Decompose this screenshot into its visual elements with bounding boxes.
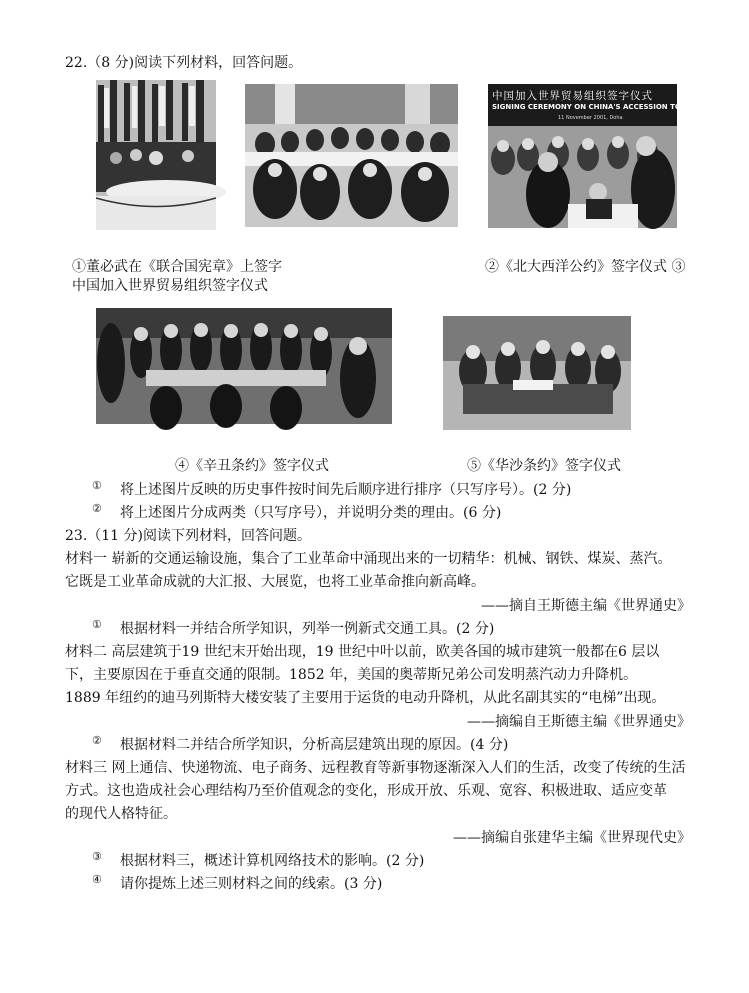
wto-banner-date: 11 November 2001, Doha: [558, 115, 623, 121]
photo-warsaw-pact-signing: [443, 316, 631, 430]
wto-banner-english: SIGNING CEREMONY ON CHINA'S ACCESSION TO THE WT: [492, 103, 714, 111]
material3-line3: 的现代人格特征。: [65, 806, 177, 822]
photo-china-wto-signing: [488, 84, 714, 228]
q23-sub4-number: ④: [92, 873, 102, 886]
photo-un-charter-signing: [96, 80, 216, 230]
q23-sub1-text: 根据材料一并结合所学知识，列举一例新式交通工具。(2 分): [120, 621, 495, 637]
material2-line3: 1889 年纽约的迪马列斯特大楼安装了主要用于运货的电动升降机，从此名副其实的“电梯”出现。: [65, 690, 666, 706]
caption-photo4: ④《辛丑条约》签字仪式: [175, 458, 329, 474]
material2-line2: 下，主要原因在于垂直交通的限制。1852 年，美国的奥蒂斯兄弟公司发明蒸汽动力升降机。: [65, 667, 638, 683]
q22-sub1-text: 将上述图片反映的历史事件按时间先后顺序进行排序（只写序号）。(2 分): [120, 482, 572, 498]
material3-line1: 材料三 网上通信、快递物流、电子商务、远程教育等新事物逐渐深入人们的生活，改变了传统的生活: [65, 760, 686, 776]
wto-banner-chinese: 中国加入世界贸易组织签字仪式: [492, 90, 653, 102]
q22-sub2-number: ②: [92, 502, 102, 515]
material3-source: ——摘编自张建华主编《世界现代史》: [453, 830, 691, 846]
q23-sub3-text: 根据材料三，概述计算机网络技术的影响。(2 分): [120, 853, 425, 869]
material1-line2: 它既是工业革命成就的大汇报、大展览，也将工业革命推向新高峰。: [65, 574, 485, 590]
q22-heading: 22.（8 分)阅读下列材料，回答问题。: [65, 55, 303, 71]
material1-line1: 材料一 崭新的交通运输设施，集合了工业革命中涌现出来的一切精华：机械、钢铁、煤炭、蒸汽。: [65, 551, 672, 567]
material2-line1: 材料二 高层建筑于19 世纪末开始出现，19 世纪中叶以前，欧美各国的城市建筑一般都在6 层以: [65, 644, 660, 660]
material3-line2: 方式。这也造成社会心理结构乃至价值观念的变化，形成开放、乐观、宽容、积极进取、适应变革: [65, 783, 667, 799]
caption-photo1: ①董必武在《联合国宪章》上签字: [72, 259, 282, 275]
photo-boxer-protocol-signing: [96, 308, 392, 424]
q23-sub2-number: ②: [92, 734, 102, 747]
q23-sub2-text: 根据材料二并结合所学知识，分析高层建筑出现的原因。(4 分): [120, 737, 509, 753]
q23-sub3-number: ③: [92, 850, 102, 863]
photo-nato-treaty-signing: [245, 84, 458, 227]
q22-sub1-number: ①: [92, 479, 102, 492]
q23-sub1-number: ①: [92, 618, 102, 631]
q23-heading: 23.（11 分)阅读下列材料，回答问题。: [65, 528, 311, 544]
caption-photo5: ⑤《华沙条约》签字仪式: [467, 458, 621, 474]
material2-source: ——摘编自王斯德主编《世界通史》: [467, 714, 691, 730]
caption-photo2: ②《北大西洋公约》签字仪式 ③: [485, 259, 686, 275]
material1-source: ——摘自王斯德主编《世界通史》: [481, 598, 691, 614]
caption-photo3: 中国加入世界贸易组织签字仪式: [72, 278, 268, 294]
q23-sub4-text: 请你提炼上述三则材料之间的线索。(3 分): [120, 876, 383, 892]
q22-sub2-text: 将上述图片分成两类（只写序号），并说明分类的理由。(6 分): [120, 505, 502, 521]
